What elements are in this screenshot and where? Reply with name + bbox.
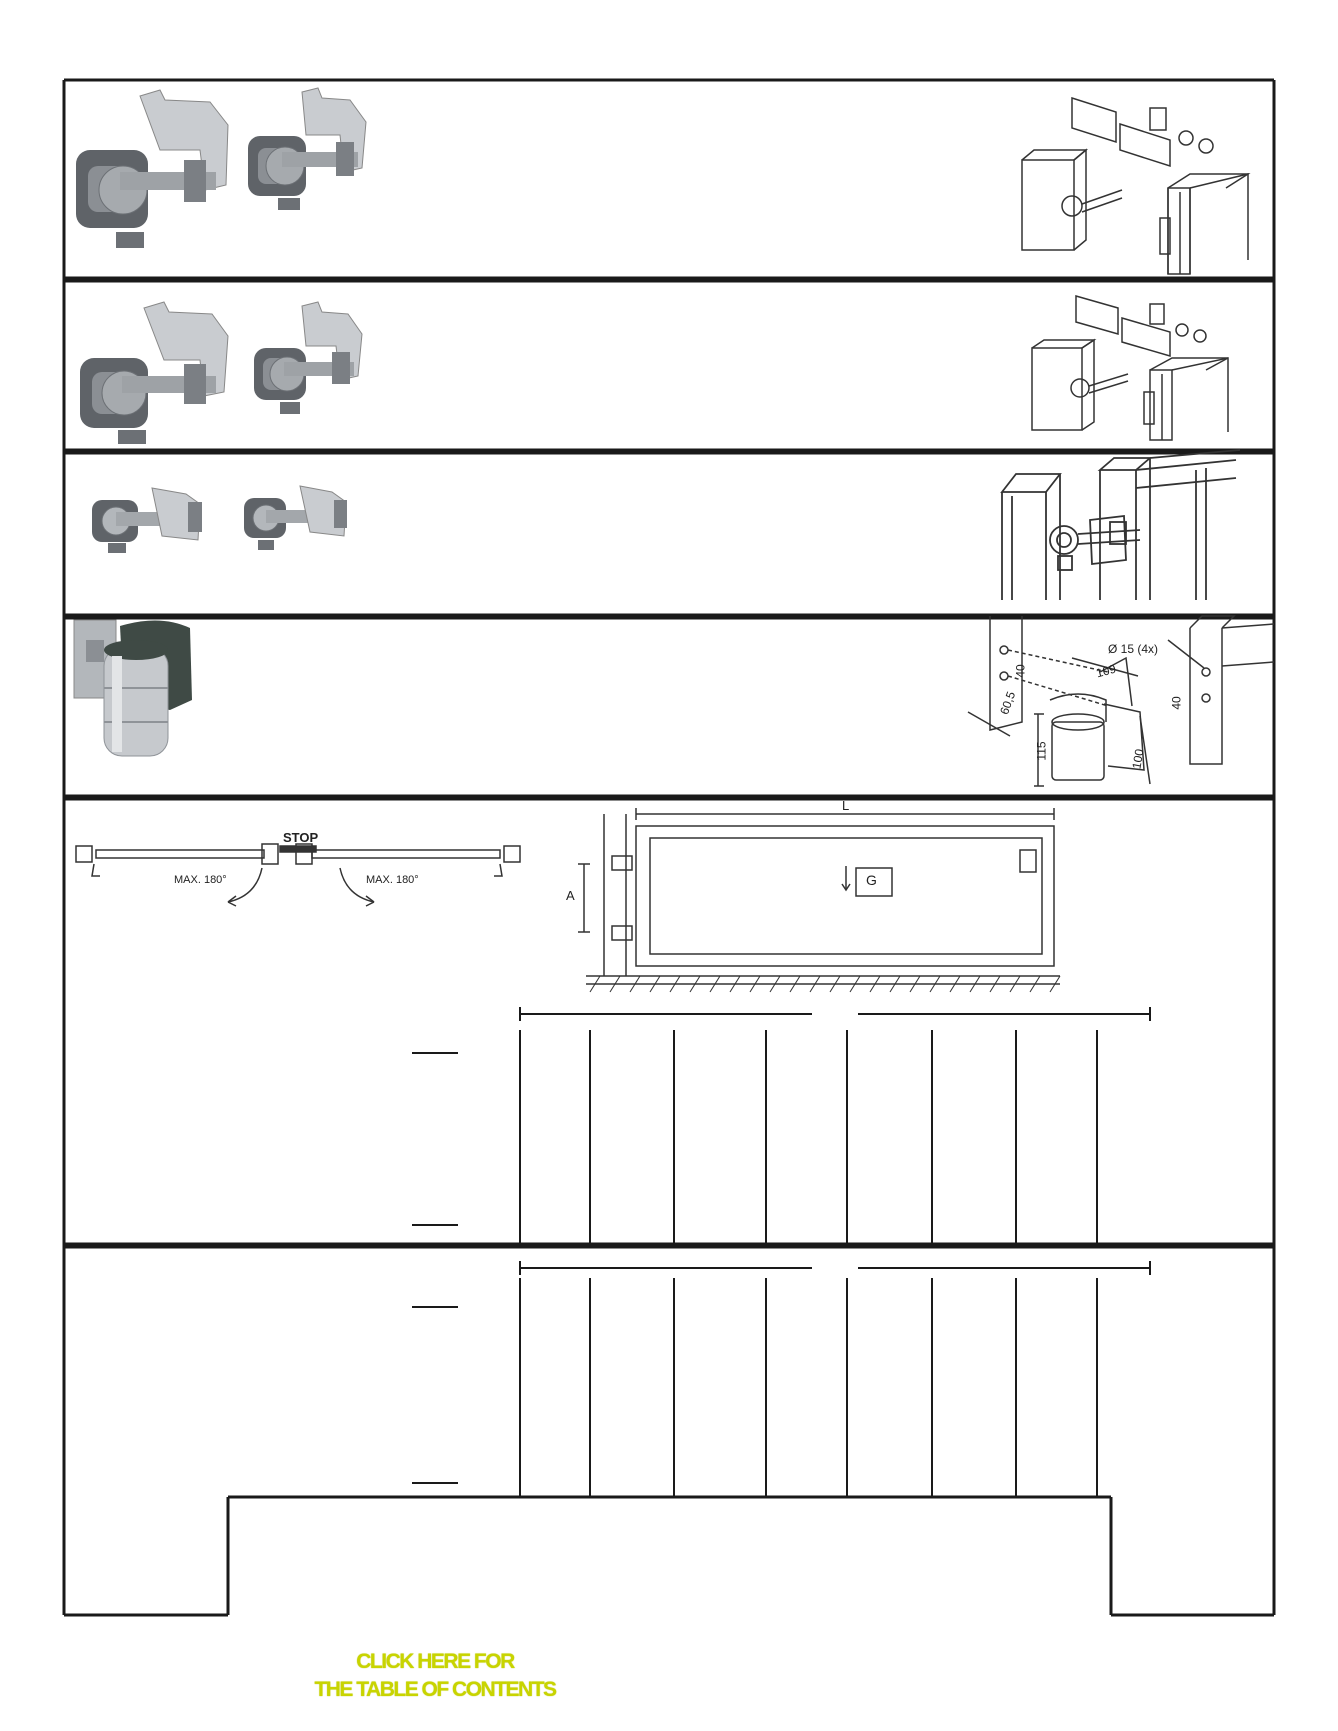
dimension-40-left-label: 40 (1013, 664, 1028, 678)
gate-swing-top-view-diagram (76, 844, 520, 906)
hinge-exploded-drawing-1 (1022, 98, 1248, 274)
weld-hinge-photo-2 (244, 486, 347, 550)
weight-label: G (866, 872, 877, 888)
table-of-contents-link[interactable] (270, 1648, 600, 1704)
max-angle-right-label: MAX. 180° (366, 874, 419, 886)
hinge-photo-large-2 (80, 302, 228, 444)
hinge-photo-small-2 (254, 302, 362, 414)
dimension-115-label: 115 (1034, 741, 1049, 761)
hinge-photo-large-1 (76, 90, 228, 248)
table-grid-1 (412, 1007, 1150, 1244)
table-grid-2 (412, 1261, 1150, 1497)
max-angle-left-label: MAX. 180° (174, 874, 227, 886)
dimension-100-label: 100 (1129, 747, 1147, 771)
toc-link-line1: CLICK HERE FOR (356, 1650, 514, 1673)
dimension-hole-label: Ø 15 (4x) (1108, 642, 1159, 656)
length-label: L (842, 798, 850, 813)
hinge-photo-small-1 (248, 88, 366, 210)
spacing-label: A (566, 888, 575, 903)
toc-link-line2: THE TABLE OF CONTENTS (314, 1678, 556, 1701)
hinge-exploded-drawing-2 (1032, 296, 1228, 440)
dimension-40-right-label: 40 (1169, 696, 1184, 710)
stop-label: STOP (283, 830, 319, 845)
weld-hinge-photo-1 (92, 488, 202, 553)
self-closing-hinge-photo (74, 620, 192, 756)
weld-hinge-installation-drawing (1002, 450, 1240, 600)
dimension-60-5-label: 60,5 (997, 689, 1019, 717)
gate-front-view-diagram (578, 808, 1060, 992)
dimension-109-label: 109 (1094, 661, 1118, 681)
